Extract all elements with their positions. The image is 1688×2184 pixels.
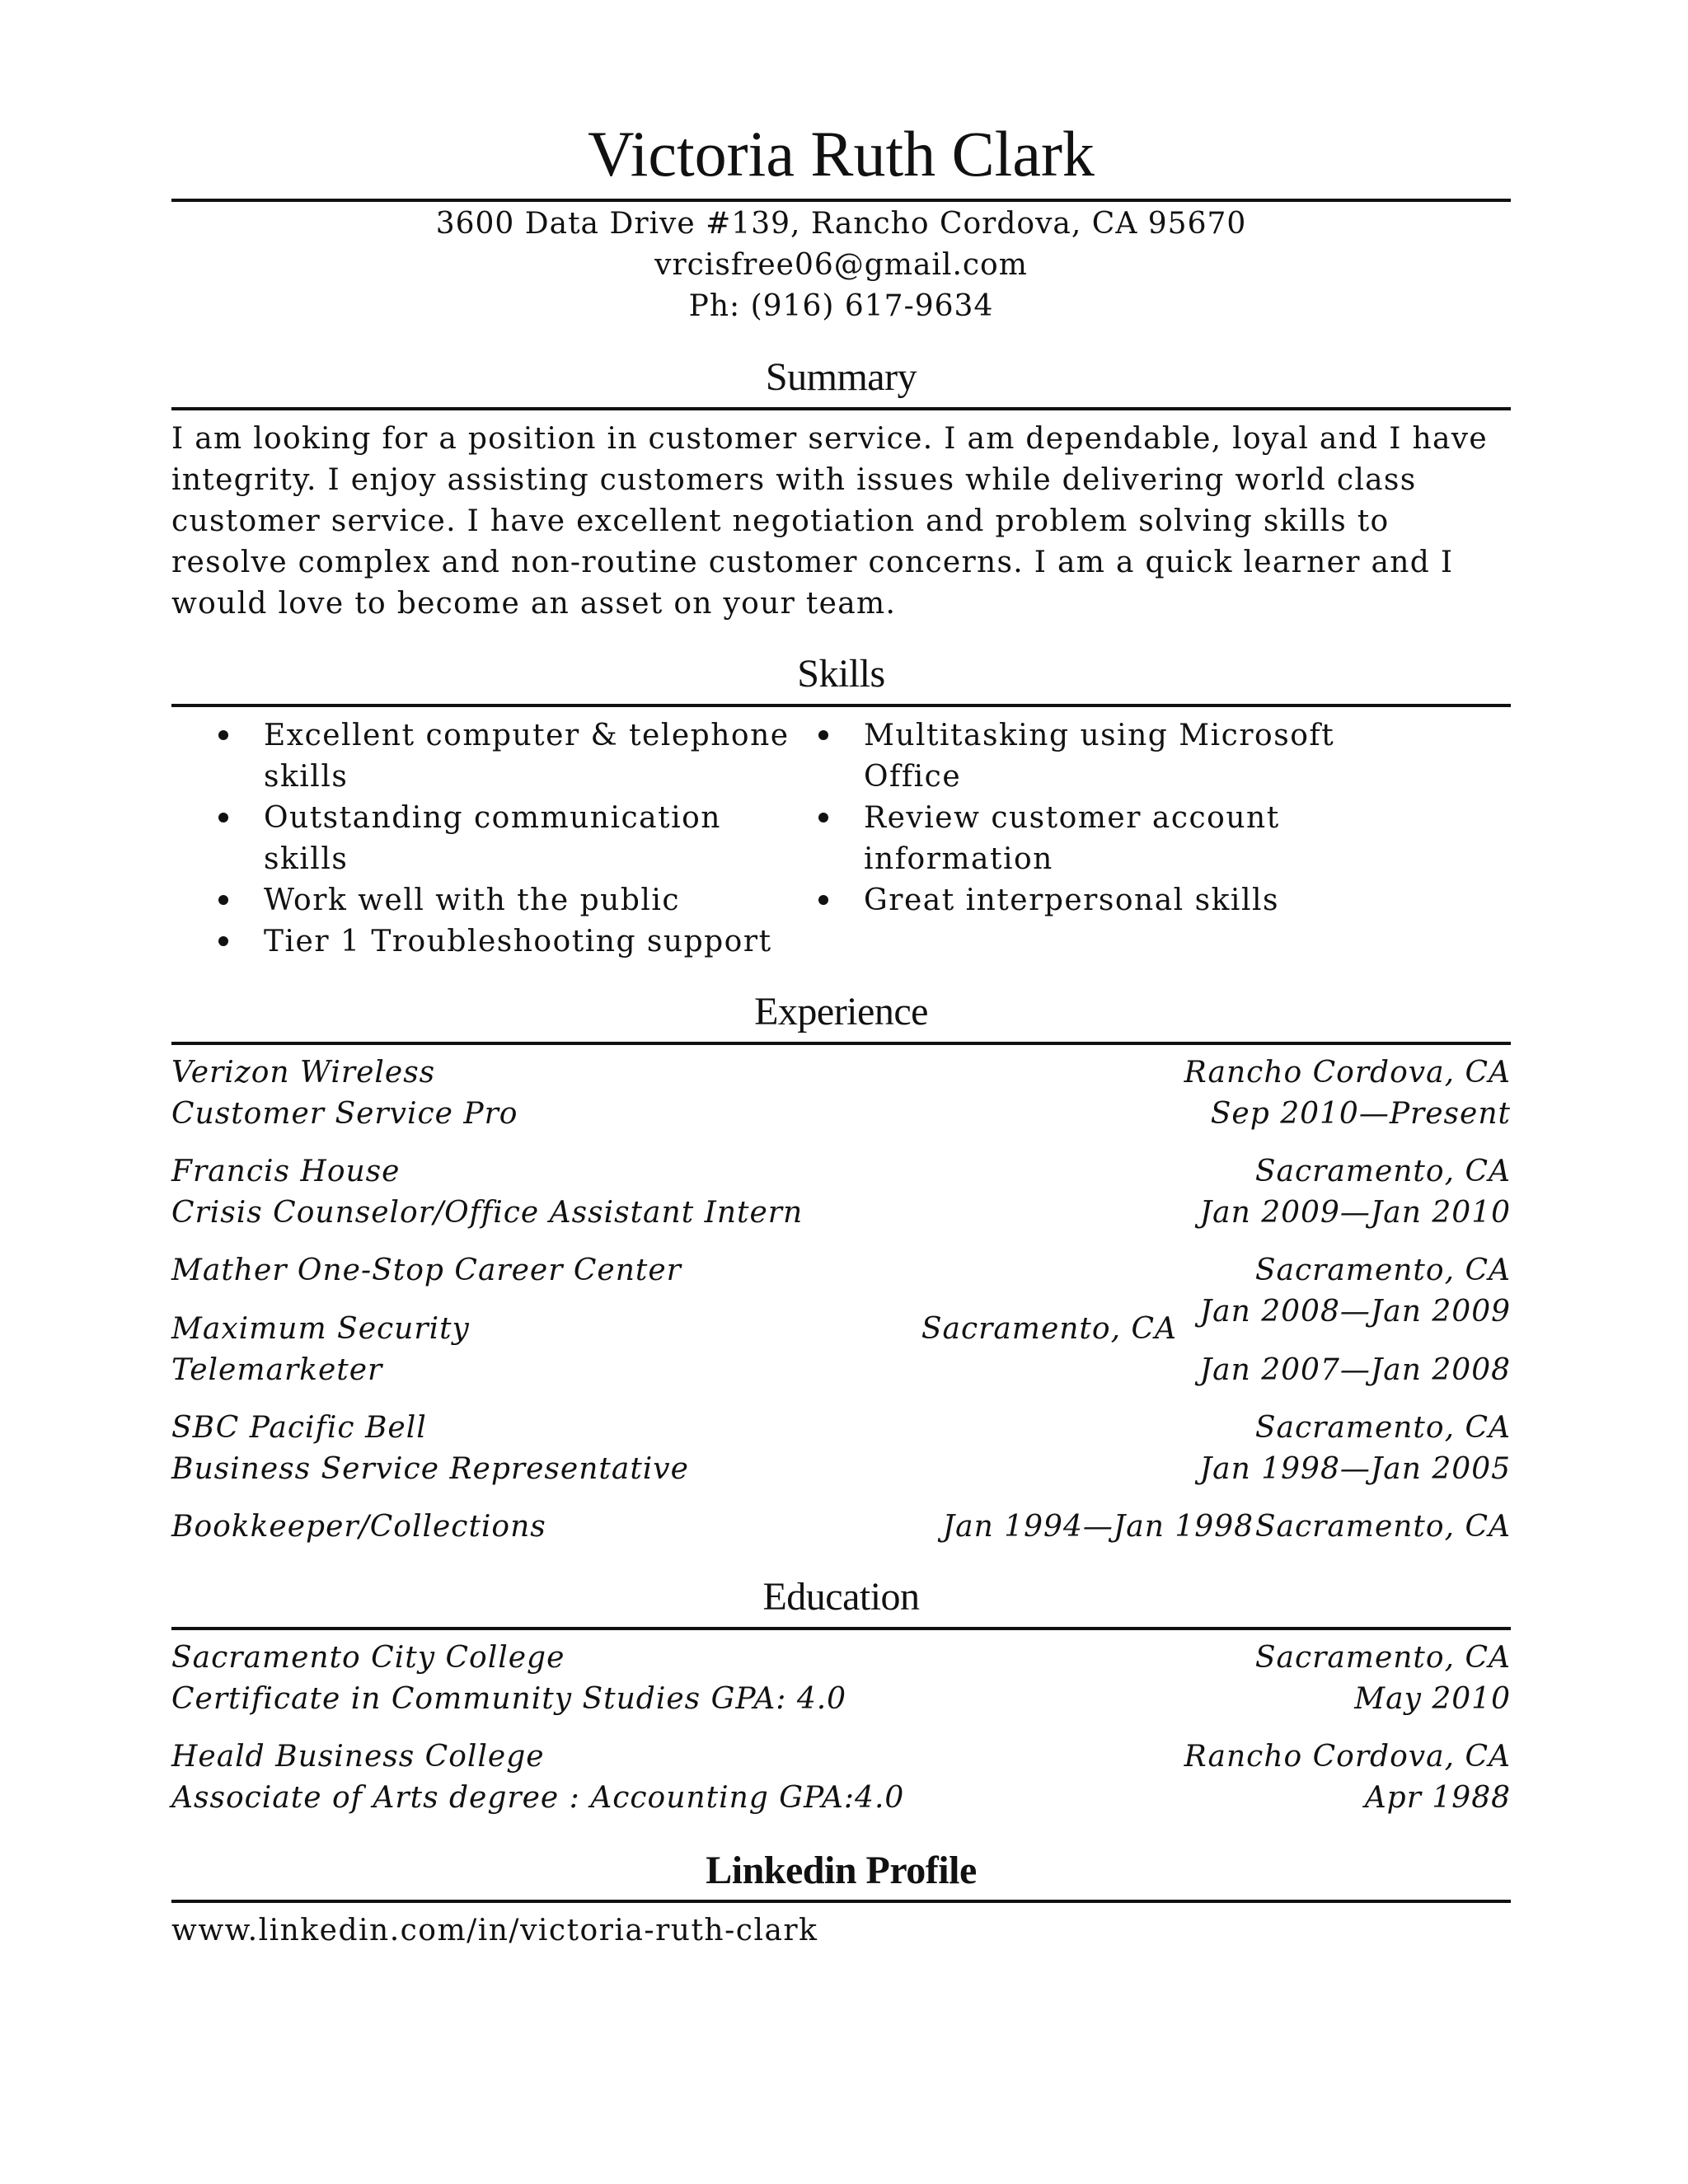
education-divider (171, 1627, 1511, 1630)
skill-item: Great interpersonal skills (818, 880, 1478, 921)
job-dates: Jan 1998—Jan 2005 (1199, 1452, 1511, 1486)
job-title: Business Service Representative (171, 1452, 689, 1486)
job-dates: Sep 2010—Present (1210, 1097, 1511, 1131)
job-company: Verizon Wireless (171, 1056, 436, 1090)
experience-divider (171, 1042, 1511, 1045)
skills-heading: Skills (797, 652, 885, 696)
skills-divider (171, 704, 1511, 707)
job-francis-header (171, 1151, 1511, 1193)
edu-date: Apr 1988 (1364, 1781, 1511, 1815)
bullet-icon (218, 895, 228, 905)
edu-heald-details (171, 1778, 1511, 1819)
job-title: Telemarketer (171, 1353, 383, 1387)
skill-item: Tier 1 Troubleshooting support (218, 921, 812, 963)
skill-item: Multitasking using Microsoft Office (818, 715, 1478, 798)
edu-school: Sacramento City College (171, 1641, 565, 1675)
bullet-icon (818, 730, 828, 740)
contact-address: 3600 Data Drive #139, Rancho Cordova, CA 95670 (435, 207, 1247, 241)
bullet-icon (818, 813, 828, 823)
job-location: Rancho Cordova, CA (1184, 1056, 1511, 1090)
job-verizon-details (171, 1094, 1511, 1135)
edu-location: Sacramento, CA (1254, 1641, 1511, 1675)
skills-list-right (818, 715, 1478, 921)
job-location: Sacramento, CA (921, 1312, 1177, 1346)
job-mather-header (171, 1250, 1511, 1291)
job-dates: Jan 2009—Jan 2010 (1199, 1196, 1511, 1230)
linkedin-heading: Linkedin Profile (706, 1849, 977, 1892)
summary-text (171, 419, 1511, 625)
job-location: Sacramento, CA (1254, 1155, 1511, 1188)
summary-line: customer service. I have excellent negotiation and problem solving skills to (171, 504, 1390, 538)
resume-content (171, 0, 1511, 2184)
edu-school: Heald Business College (171, 1740, 545, 1774)
bullet-icon (218, 936, 228, 946)
job-company: Mather One-Stop Career Center (171, 1254, 682, 1287)
edu-date: May 2010 (1354, 1682, 1511, 1716)
job-sbc-details (171, 1449, 1511, 1490)
skill-item: Outstanding communication skills (218, 798, 812, 880)
summary-line: integrity. I enjoy assisting customers with issues while delivering world class (171, 463, 1417, 497)
skill-item: Work well with the public (218, 880, 812, 921)
bullet-icon (218, 730, 228, 740)
header-divider (171, 199, 1511, 202)
job-location: Sacramento, CA (1254, 1254, 1511, 1287)
edu-degree: Certificate in Community Studies GPA: 4.0 (171, 1682, 847, 1716)
education-heading: Education (762, 1575, 920, 1619)
summary-line: I am looking for a position in customer service. I am dependable, loyal and I have (171, 422, 1488, 456)
summary-heading: Summary (765, 355, 917, 399)
skill-item: Excellent computer & telephone skills (218, 715, 812, 798)
job-title: Customer Service Pro (171, 1097, 518, 1131)
summary-line: resolve complex and non-routine customer concerns. I am a quick learner and I (171, 546, 1454, 579)
job-location: Sacramento, CA (1254, 1510, 1511, 1544)
job-bookkeeper (171, 1507, 1511, 1548)
job-maximum-details (171, 1350, 1511, 1391)
edu-location: Rancho Cordova, CA (1184, 1740, 1511, 1774)
summary-divider (171, 407, 1511, 410)
edu-degree: Associate of Arts degree : Accounting GPA:4.0 (171, 1781, 905, 1815)
job-company: Maximum Security (171, 1312, 470, 1346)
job-company: Francis House (171, 1155, 401, 1188)
contact-email: vrcisfree06@gmail.com (654, 248, 1028, 282)
edu-scc-header (171, 1638, 1511, 1679)
linkedin-divider (171, 1900, 1511, 1903)
job-title: Crisis Counselor/Office Assistant Intern (171, 1196, 804, 1230)
contact-phone: Ph: (916) 617-9634 (688, 289, 994, 323)
edu-scc-details (171, 1679, 1511, 1720)
job-sbc-header (171, 1408, 1511, 1449)
job-verizon-header (171, 1052, 1511, 1094)
linkedin-url[interactable]: www.linkedin.com/in/victoria-ruth-clark (171, 1914, 818, 1947)
bullet-icon (818, 895, 828, 905)
job-dates: Jan 1994—Jan 1998 (942, 1510, 1254, 1544)
candidate-name: Victoria Ruth Clark (588, 118, 1095, 190)
summary-line: would love to become an asset on your team. (171, 587, 897, 621)
job-dates: Jan 2008—Jan 2009 (1199, 1295, 1511, 1329)
job-francis-details (171, 1193, 1511, 1234)
edu-heald-header (171, 1736, 1511, 1778)
skill-item: Review customer account information (818, 798, 1478, 880)
experience-heading: Experience (754, 990, 928, 1033)
job-dates: Jan 2007—Jan 2008 (1199, 1353, 1511, 1387)
job-maximum-header (171, 1309, 1511, 1350)
bullet-icon (218, 813, 228, 823)
job-title: Bookkeeper/Collections (171, 1510, 546, 1544)
job-company: SBC Pacific Bell (171, 1411, 427, 1445)
job-location: Sacramento, CA (1254, 1411, 1511, 1445)
skills-list-left (218, 715, 812, 963)
